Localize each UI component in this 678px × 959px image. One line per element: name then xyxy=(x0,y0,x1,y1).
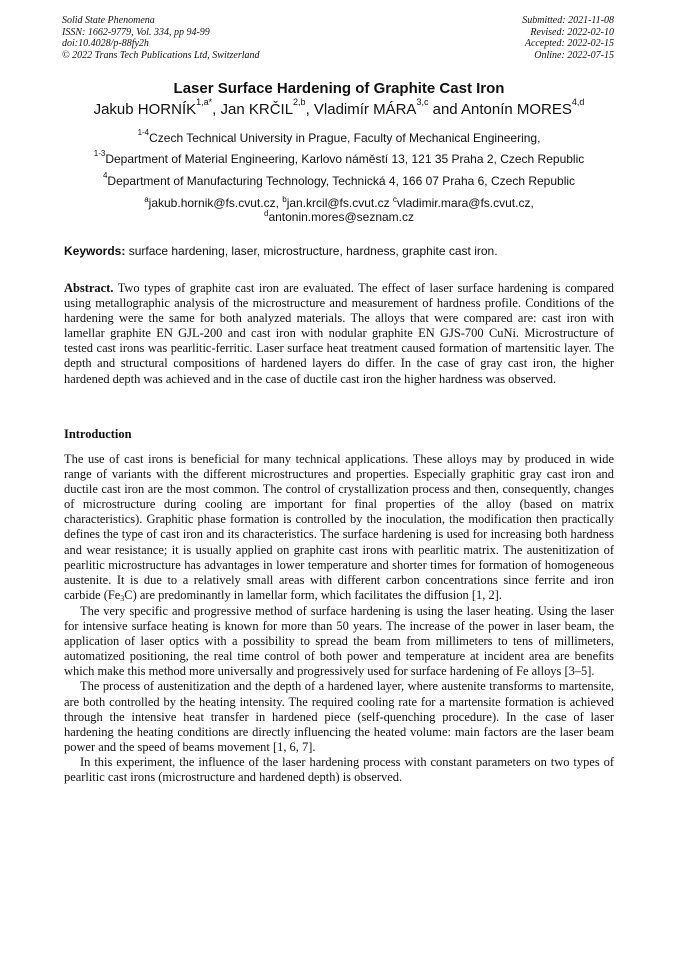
date-revised: Revised: 2022-02-10 xyxy=(530,26,614,38)
subscript: 3 xyxy=(120,593,125,603)
abstract-label: Abstract. xyxy=(64,281,114,295)
author-list xyxy=(0,97,678,118)
paragraph: In this experiment, the influence of the laser hardening process with constant parameters on two types of pearlitic cast irons (microstructure and hardened depth) is observed. xyxy=(64,754,614,784)
email-address: jan.krcil@fs.cvut.cz xyxy=(286,196,393,210)
abstract-text: Two types of graphite cast iron are evaluated. The effect of laser surface hardening is compared using metallographic analysis of the microstructure and measurement of hardness profile. Conditions of the hardening were the same for both analyzed materials. The alloys that were compared are: cast iron with lamellar graphite EN GJL-200 and cast iron with nodular graphite EN GJS-700 CuNi. Microstructure of tested cast irons was pearlitic-ferritic. Laser surface heat treatment caused formation of martensitic layer. The depth and structural compositions of hardened layers do differ. In the case of gray cast iron, the higher hardened depth was achieved and in the case of ductile cast iron the higher hardness was observed. xyxy=(64,281,614,386)
email-mark: a xyxy=(144,195,149,204)
abstract xyxy=(64,281,614,387)
paragraph: The process of austenitization and the depth of a hardened layer, where austenite transforms to martensite, are both controlled by the heating intensity. The required cooling rate for a martensite formation is achieved through the intensive heat transfer in hardened piece (self-quenching procedure). In the case of laser hardening the heating conditions are directly influencing the heated volume: main factors are the laser beam power and the speed of beams movement [1, 6, 7]. xyxy=(64,679,614,754)
author-affiliation-mark: 2,b xyxy=(293,97,306,107)
author-emails xyxy=(0,196,678,224)
affiliation-mark: 1-3 xyxy=(93,149,106,158)
journal-issn: ISSN: 1662-9779, Vol. 334, pp 94-99 xyxy=(62,26,210,38)
journal-name: Solid State Phenomena xyxy=(62,15,155,26)
email-mark: c xyxy=(392,195,397,204)
email-address: antonin.mores@seznam.cz xyxy=(268,210,415,224)
affiliation-mark: 1-4 xyxy=(137,128,150,137)
date-online: Online: 2022-07-15 xyxy=(534,49,614,61)
date-submitted: Submitted: 2021-11-08 xyxy=(522,15,614,26)
email-mark: b xyxy=(282,195,287,204)
paper-title: Laser Surface Hardening of Graphite Cast Iron xyxy=(173,80,505,97)
email-address: jakub.hornik@fs.cvut.cz, xyxy=(148,196,283,210)
email-line xyxy=(0,210,678,224)
author-separator: , xyxy=(305,101,314,118)
author-separator: , xyxy=(212,101,221,118)
keywords-text: surface hardening, laser, microstructure, hardness, graphite cast iron. xyxy=(125,244,498,258)
author-separator: and xyxy=(428,101,461,118)
paragraph-text: The use of cast irons is beneficial for many technical applications. These alloys may by produced in wide range of variants with the different microstructures and properties. Especially graphitic gray cast iron and ductile cast iron are the most common. The control of crystallization process and then, consequently, changes of microstructure during cooling are important for final properties of the alloy (based on matrix characteristics). Graphitic phase formation is controlled by the inoculation, the modification then practically defines the type of cast iron and its characteristics. The surface hardening is used for increasing both hardness and wear resistance; it is usually applied on graphite cast irons with pearlitic matrix. The austenitization of pearlitic microstructure has advantages in lower temperature and shorter times for formation of homogeneous austenite. It is due to a relatively small areas with different carbon concentrations since ferrite and iron carbide (Fe xyxy=(64,452,614,602)
keywords xyxy=(64,244,498,258)
affiliation-mark: 4 xyxy=(102,171,108,180)
author-name: Vladimír MÁRA xyxy=(313,101,417,118)
affiliation xyxy=(0,171,678,188)
email-mark: d xyxy=(263,209,269,218)
journal-info xyxy=(62,15,260,61)
affiliation xyxy=(0,128,678,145)
journal-doi: doi:10.4028/p-88fy2h xyxy=(62,38,149,50)
affiliation xyxy=(0,149,678,166)
journal-copyright: © 2022 Trans Tech Publications Ltd, Switzerland xyxy=(62,49,260,61)
paragraph: The very specific and progressive method of surface hardening is using the laser heating. Using the laser for intensive surface heating is known for more than 50 years. The increase of the power in laser beam, the application of laser optics with a possibility to spread the beam from millimeters to tens of millimeters, automatized positioning, the real time control of both power and temperature at incident area are benefits which make this method more universally and progressively used for surface hardening of Fe alloys [3–5]. xyxy=(64,603,614,679)
publication-dates xyxy=(522,15,614,61)
section-heading-introduction: Introduction xyxy=(64,427,132,441)
paragraph xyxy=(64,452,614,604)
date-accepted: Accepted: 2022-02-15 xyxy=(524,38,614,50)
author-affiliation-mark: 4,d xyxy=(571,97,585,107)
author-name: Jakub HORNÍK xyxy=(93,101,197,118)
introduction-body xyxy=(64,452,614,785)
author-affiliation-mark: 1,a* xyxy=(196,97,213,107)
paragraph-text: C) are predominantly in lamellar form, which facilitates the diffusion [1, 2]. xyxy=(124,587,502,602)
email-line xyxy=(0,196,678,210)
affiliation-text: Czech Technical University in Prague, Faculty of Mechanical Engineering, xyxy=(149,131,541,145)
author-affiliation-mark: 3,c xyxy=(416,97,429,107)
author-name: Antonín MORES xyxy=(461,101,572,118)
author-name: Jan KRČIL xyxy=(220,101,294,118)
keywords-label: Keywords: xyxy=(64,244,126,258)
affiliation-text: Department of Material Engineering, Karlovo náměstí 13, 121 35 Praha 2, Czech Republic xyxy=(105,152,585,166)
affiliation-text: Department of Manufacturing Technology, Technická 4, 166 07 Praha 6, Czech Republic xyxy=(107,174,576,188)
email-address: vladimir.mara@fs.cvut.cz, xyxy=(396,196,534,210)
